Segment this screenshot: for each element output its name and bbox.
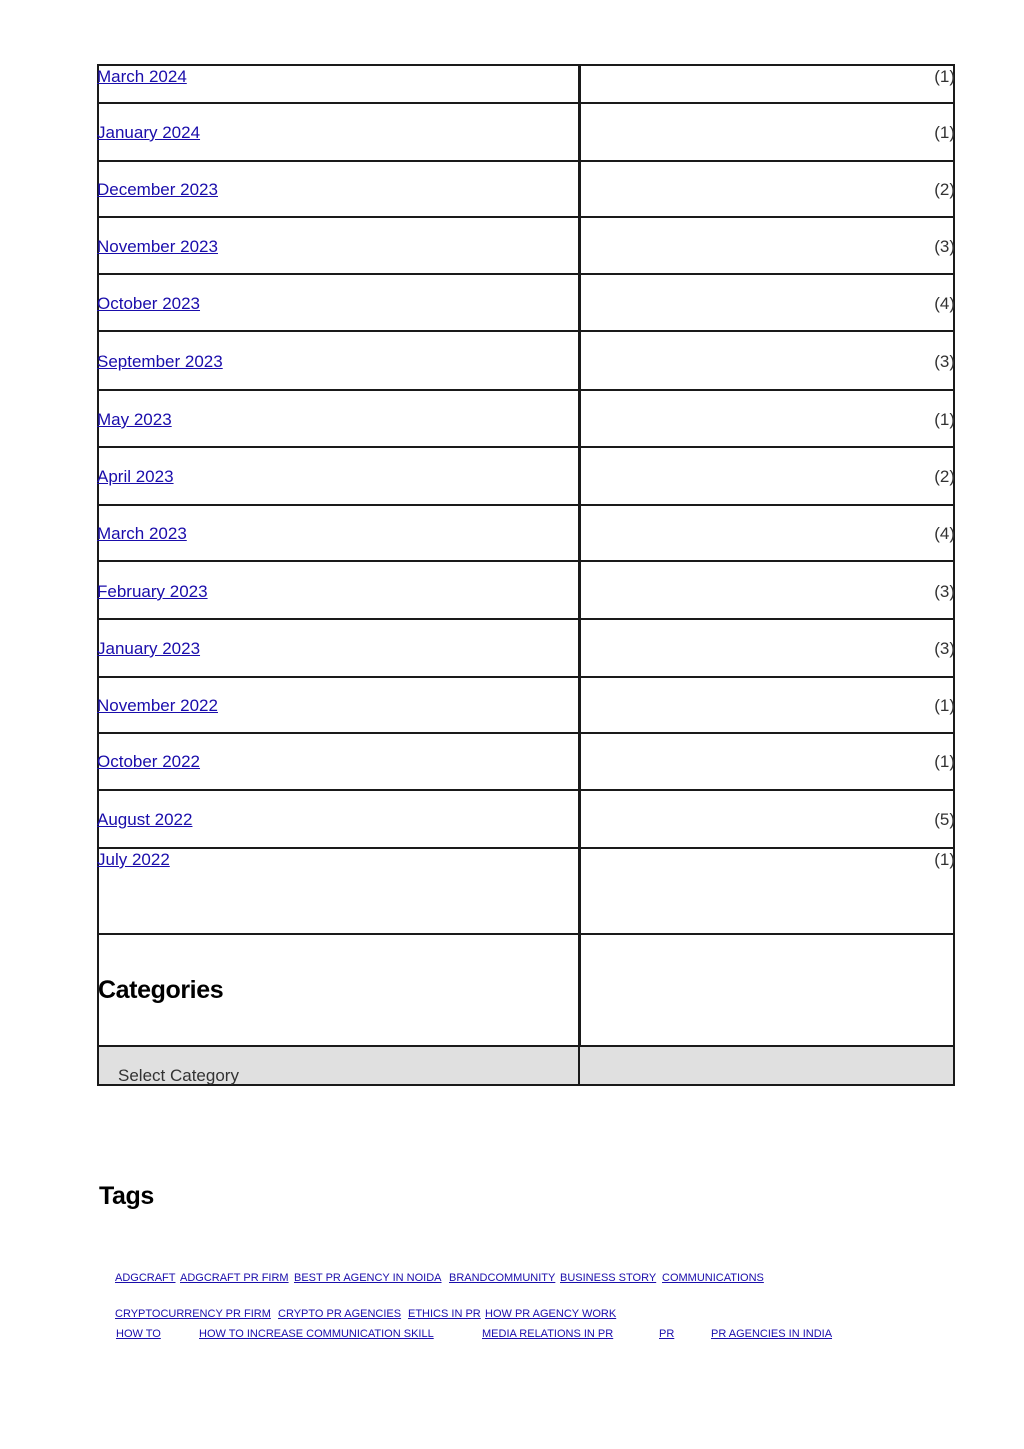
tag-link[interactable]: MEDIA RELATIONS IN PR	[482, 1328, 614, 1340]
archive-month-link[interactable]: September 2023	[97, 352, 223, 371]
archive-post-count: (1)	[934, 850, 955, 869]
tag-link[interactable]: HOW TO	[116, 1328, 161, 1340]
categories-empty-cell	[578, 933, 955, 1047]
archive-post-count: (1)	[934, 410, 955, 429]
category-select-empty-cell	[578, 1045, 955, 1086]
archive-month-link[interactable]: May 2023	[97, 410, 172, 429]
archive-post-count: (5)	[934, 810, 955, 829]
tag-link[interactable]: BUSINESS STORY	[560, 1272, 657, 1284]
archive-post-count: (1)	[934, 67, 955, 86]
tag-link[interactable]: BRANDCOMMUNITY	[449, 1272, 556, 1284]
tag-link[interactable]: PR AGENCIES IN INDIA	[711, 1328, 833, 1340]
archive-post-count: (3)	[934, 352, 955, 371]
archive-month-link[interactable]: March 2023	[97, 524, 187, 543]
archive-count-cell	[578, 504, 955, 562]
archive-month-link[interactable]: October 2022	[97, 752, 201, 771]
archive-count-cell	[578, 676, 955, 734]
archive-count-cell	[578, 789, 955, 849]
archive-month-link[interactable]: March 2024	[97, 67, 187, 86]
archive-count-cell	[578, 102, 955, 162]
archive-post-count: (4)	[934, 524, 955, 543]
archive-month-link[interactable]: April 2023	[97, 467, 174, 486]
archive-count-cell	[578, 330, 955, 391]
archive-post-count: (3)	[934, 639, 955, 658]
archive-month-link[interactable]: November 2023	[97, 237, 218, 256]
archive-count-cell	[578, 160, 955, 218]
archive-post-count: (2)	[934, 467, 955, 486]
tag-link[interactable]: HOW PR AGENCY WORK	[485, 1308, 617, 1320]
archive-post-count: (2)	[934, 180, 955, 199]
archive-count-cell	[578, 618, 955, 678]
archive-month-link[interactable]: August 2022	[97, 810, 193, 829]
tag-link[interactable]: ETHICS IN PR	[408, 1308, 481, 1320]
categories-heading: Categories	[98, 976, 224, 1004]
tag-link[interactable]: CRYPTOCURRENCY PR FIRM	[115, 1308, 271, 1320]
tag-link[interactable]: ADGCRAFT	[115, 1272, 176, 1284]
archive-post-count: (1)	[934, 696, 955, 715]
tag-link[interactable]: HOW TO INCREASE COMMUNICATION SKILL	[199, 1328, 434, 1340]
archive-count-cell	[578, 446, 955, 506]
archive-month-link[interactable]: October 2023	[97, 294, 201, 313]
tag-link[interactable]: COMMUNICATIONS	[662, 1272, 764, 1284]
archive-month-link[interactable]: January 2023	[97, 639, 201, 658]
archive-count-cell	[578, 64, 955, 104]
archive-count-cell	[578, 847, 955, 935]
category-select-value[interactable]: Select Category	[118, 1066, 239, 1085]
archive-post-count: (3)	[934, 237, 955, 256]
tags-heading: Tags	[99, 1182, 154, 1210]
archive-count-cell	[578, 560, 955, 620]
archive-post-count: (3)	[934, 582, 955, 601]
archive-month-link[interactable]: November 2022	[97, 696, 218, 715]
archive-month-link[interactable]: February 2023	[97, 582, 208, 601]
tag-link[interactable]: PR	[659, 1328, 675, 1340]
archive-count-cell	[578, 732, 955, 791]
archive-count-cell	[578, 389, 955, 448]
archive-month-link[interactable]: January 2024	[97, 123, 201, 142]
tag-link[interactable]: ADGCRAFT PR FIRM	[180, 1272, 289, 1284]
archive-post-count: (4)	[934, 294, 955, 313]
archive-post-count: (1)	[934, 752, 955, 771]
archive-count-cell	[578, 273, 955, 332]
tag-link[interactable]: BEST PR AGENCY IN NOIDA	[294, 1272, 442, 1284]
archive-post-count: (1)	[934, 123, 955, 142]
archive-count-cell	[578, 216, 955, 275]
archive-month-link[interactable]: July 2022	[97, 850, 170, 869]
tag-link[interactable]: CRYPTO PR AGENCIES	[278, 1308, 402, 1320]
archive-month-link[interactable]: December 2023	[97, 180, 218, 199]
